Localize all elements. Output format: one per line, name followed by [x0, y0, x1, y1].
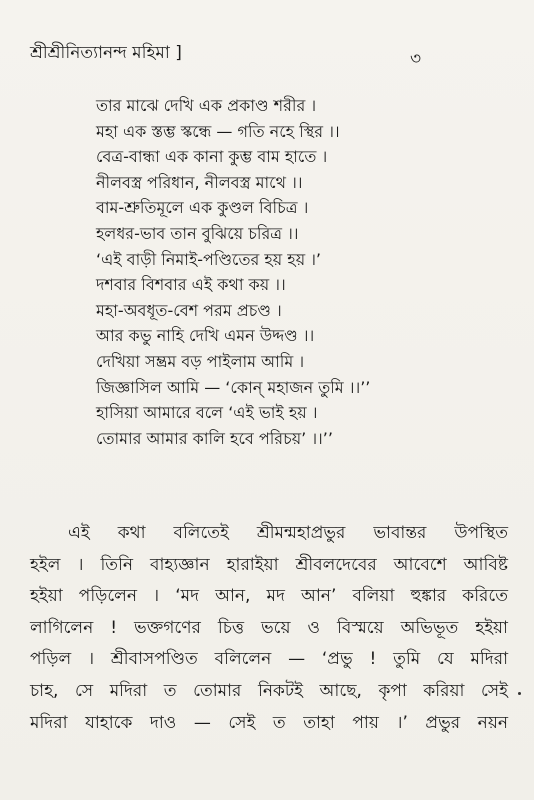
ink-speck: [518, 692, 521, 695]
prose-line: মদিরা যাহাকে দাও — সেই ত তাহা পায় ।’ প্রভুর নয়ন: [30, 712, 508, 733]
verse-line: আর কভু নাহি দেখি এমন উদ্দণ্ড ।।: [96, 326, 315, 346]
verse-line: বেত্র-বান্ধা এক কানা কুম্ভ বাম হাতে ।: [96, 147, 328, 167]
prose-line: হইল । তিনি বাহ্যজ্ঞান হারাইয়া শ্রীবলদেবের আবেশে আবিষ্ট: [30, 554, 508, 575]
verse-line: নীলবস্ত্র পরিধান, নীলবস্ত্র মাথে ।।: [96, 172, 303, 192]
prose-line: চাহ, সে মদিরা ত তোমার নিকটই আছে, কৃপা করিয়া সেই: [30, 680, 508, 701]
verse-line: হলধর-ভাব তান বুঝিয়ে চরিত্র ।।: [96, 223, 299, 243]
verse-line: মহা-অবধূত-বেশ পরম প্রচণ্ড ।: [96, 300, 282, 320]
verse-line: ‘এই বাড়ী নিমাই-পণ্ডিতের হয় হয় ।’: [96, 249, 322, 269]
verse-line: দশবার বিশবার এই কথা কয় ।।: [96, 275, 286, 295]
verse-line: দেখিয়া সম্ভ্রম বড় পাইলাম আমি ।: [96, 351, 305, 371]
page-number: ৩: [410, 49, 422, 69]
verse-line: মহা এক স্তম্ভ স্কন্ধে — গতি নহে স্থির ।।: [96, 121, 340, 141]
verse-line: তার মাঝে দেখি এক প্রকাণ্ড শরীর ।: [96, 96, 317, 115]
verse-block: [96, 93, 496, 451]
prose-line: লাগিলেন ! ভক্তগণের চিত্ত ভয়ে ও বিস্ময়ে অভিভূত হইয়া: [30, 617, 508, 638]
prose-paragraph: [30, 518, 508, 739]
verse-line: তোমার আমার কালি হবে পরিচয়’ ।।’’: [96, 428, 333, 448]
running-header: শ্রীশ্রীনিত্যানন্দ মহিমা ]: [30, 43, 182, 63]
prose-line: পড়িল । শ্রীবাসপণ্ডিত বলিলেন — ‘প্রভু ! তুমি যে মদিরা: [30, 649, 508, 670]
prose-line: হইয়া পড়িলেন । ‘মদ আন, মদ আন’ বলিয়া হুঙ্কার করিতে: [30, 586, 508, 607]
verse-line: জিজ্ঞাসিল আমি — ‘কোন্ মহাজন তুমি ।।’’: [96, 377, 371, 397]
prose-line: এই কথা বলিতেই শ্রীমন্মহাপ্রভুর ভাবান্তর উপস্থিত: [68, 523, 508, 543]
verse-line: বাম-শ্রুতিমূলে এক কুণ্ডল বিচিত্র ।: [96, 198, 309, 218]
verse-line: হাসিয়া আমারে বলে ‘এই ভাই হয় ।: [96, 403, 318, 423]
